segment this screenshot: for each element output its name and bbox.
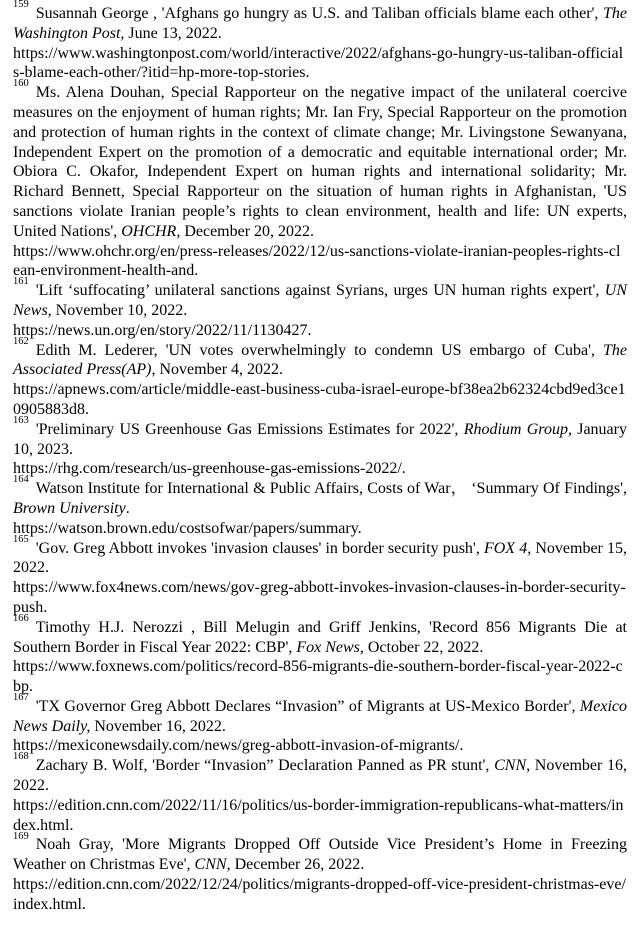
citation-publication-name: OHCHR, [121, 222, 181, 240]
footnote-citation [13, 619, 627, 656]
footnotes-list [13, 0, 628, 915]
footnote-citation [13, 480, 627, 517]
citation-text: Timothy H.J. Nerozzi , Bill Melugin and Griff Jenkins, 'Record 856 Migrants Die at Southern Border in Fiscal Year 2022: CBP', [13, 618, 627, 656]
citation-publication-name: The Washington Post, [13, 5, 627, 42]
citation-text: October 22, 2022. [363, 638, 484, 656]
footnote-url-link[interactable]: https://edition.cnn.com/2022/11/16/politics/us-border-immigration-republicans-what-matters/index.html. [13, 796, 624, 834]
footnote-url-link[interactable]: https://www.foxnews.com/politics/record-856-migrants-die-southern-border-fiscal-year-2022-cbp. [13, 658, 623, 696]
footnote-citation [13, 282, 627, 319]
citation-publication-name: The Associated Press(AP) [13, 341, 627, 379]
footnote-url-link[interactable]: https://www.washingtonpost.com/world/interactive/2022/afghans-go-hungry-us-taliban-officials-blame-each-other/?itid=hp-more-top-stories. [13, 44, 624, 82]
footnote-number: 166 [13, 612, 29, 624]
footnote-number: 168 [13, 751, 29, 763]
citation-text: 'Lift ‘suffocating’ unilateral sanctions against Syrians, urges UN human rights expert', [35, 282, 605, 300]
footnote-item [13, 335, 627, 420]
footnote-item [13, 78, 627, 281]
citation-publication-name: Mexico News Daily, [13, 697, 627, 735]
footnote-url-link[interactable]: https://watson.brown.edu/costsofwar/papers/summary. [13, 519, 362, 537]
footnote-number: 163 [13, 414, 29, 426]
footnote-number: 162 [13, 335, 29, 347]
citation-publication-name: Brown University [13, 499, 126, 517]
footnote-item [13, 0, 627, 83]
citation-text: November 10, 2022. [51, 301, 188, 319]
citation-text: June 13, 2022. [124, 24, 222, 42]
footnote-item [13, 751, 628, 835]
footnote-number: 164 [13, 474, 29, 486]
citation-text: 'TX Governor Greg Abbott Declares “Invasion” of Migrants at US-Mexico Border', [35, 697, 580, 715]
footnote-citation [13, 84, 627, 240]
citation-publication-name: UN News, [13, 282, 627, 319]
footnote-item [13, 414, 627, 479]
footnote-citation [13, 342, 627, 379]
citation-text: December 26, 2022. [230, 856, 365, 874]
citation-text: Edith M. Lederer, 'UN votes overwhelmingly to condemn US embargo of Cuba', [35, 341, 603, 359]
citation-text: . [125, 499, 130, 517]
footnote-item [13, 612, 627, 697]
citation-text: November 16, 2022. [90, 717, 226, 735]
footnote-url-link[interactable]: https://apnews.com/article/middle-east-business-cuba-israel-europe-bf38ea2b62324cbd9ed3ce10905883d8. [13, 381, 626, 418]
footnote-url-link[interactable]: https://news.un.org/en/story/2022/11/1130427. [13, 321, 312, 339]
footnote-url-link[interactable]: https://mexiconewsdaily.com/news/greg-abbott-invasion-of-migrants/. [13, 737, 464, 755]
footnote-number: 161 [13, 276, 29, 288]
footnote-item [13, 533, 628, 618]
citation-publication-name: CNN, [194, 856, 231, 874]
footnote-citation [13, 698, 627, 735]
citation-publication-name: Fox News, [296, 638, 364, 656]
footnote-item [13, 474, 627, 538]
footnote-item [13, 830, 627, 914]
citation-text: December 20, 2022. [180, 222, 315, 240]
citation-text: Noah Gray, 'More Migrants Dropped Off Outside Vice President’s Home in Freezing Weather on Christmas Eve', [13, 836, 627, 874]
citation-text: Watson Institute for International & Public Affairs, Costs of War， ‘Summary Of Findings', [35, 480, 627, 498]
citation-text: Susannah George , 'Afghans go hungry as U.S. and Taliban officials blame each other', [35, 5, 603, 22]
footnote-number: 159 [13, 0, 29, 11]
footnote-item [13, 276, 627, 340]
footnote-citation [13, 836, 627, 873]
citation-text: November 16, 2022. [13, 757, 628, 795]
citation-text: January 10, 2023. [13, 420, 627, 458]
citation-text: , November 4, 2022. [151, 361, 284, 379]
citation-text: Zachary B. Wolf, 'Border “Invasion” Declaration Panned as PR stunt', [35, 757, 495, 775]
footnote-number: 169 [13, 830, 29, 842]
footnote-url-link[interactable]: https://rhg.com/research/us-greenhouse-gas-emissions-2022/. [13, 460, 406, 478]
citation-text: 'Gov. Greg Abbott invokes 'invasion clauses' in border security push', [35, 539, 484, 557]
citation-text: November 15, 2022. [13, 539, 628, 577]
footnote-citation [13, 540, 627, 577]
citation-text: 'Preliminary US Greenhouse Gas Emissions Estimates for 2022', [35, 420, 464, 438]
footnote-citation [13, 757, 627, 794]
footnote-url-link[interactable]: https://edition.cnn.com/2022/12/24/politics/migrants-dropped-off-vice-president-christmas-eve/index.html. [13, 876, 626, 913]
footnote-url-link[interactable]: https://www.fox4news.com/news/gov-greg-abbott-invokes-invasion-clauses-in-border-security-push. [13, 579, 626, 616]
footnote-citation [13, 5, 627, 42]
footnote-number: 167 [13, 692, 29, 704]
footnote-number: 165 [13, 533, 29, 545]
footnote-item [13, 692, 627, 756]
footnote-citation [13, 421, 627, 458]
footnote-url-link[interactable]: https://www.ohchr.org/en/press-releases/2022/12/us-sanctions-violate-iranian-peoples-rights-clean-environment-health-and. [13, 242, 621, 280]
citation-publication-name: CNN, [494, 757, 531, 775]
citation-publication-name: FOX 4, [483, 539, 532, 557]
citation-publication-name: Rhodium Group, [463, 420, 572, 438]
citation-text: Ms. Alena Douhan, Special Rapporteur on the negative impact of the unilateral coercive measures on the enjoyment of human rights; Mr. Ian Fry, Special Rapporteur on the promotion and protection of human rights in the context of climate change; Mr. Livingstone Sewanyana, Independent Expert on the promotion of a democratic and equitable international order; Mr. Obiora C. Okafor, Independent Expert on human rights and international solidarity; Mr. Richard Bennett, Special Rapporteur on the situation of human rights in Afghanistan, 'US sanctions violate Iranian people’s rights to clean environment, health and life: UN experts, United Nations', [13, 84, 627, 240]
footnote-number: 160 [13, 78, 29, 90]
